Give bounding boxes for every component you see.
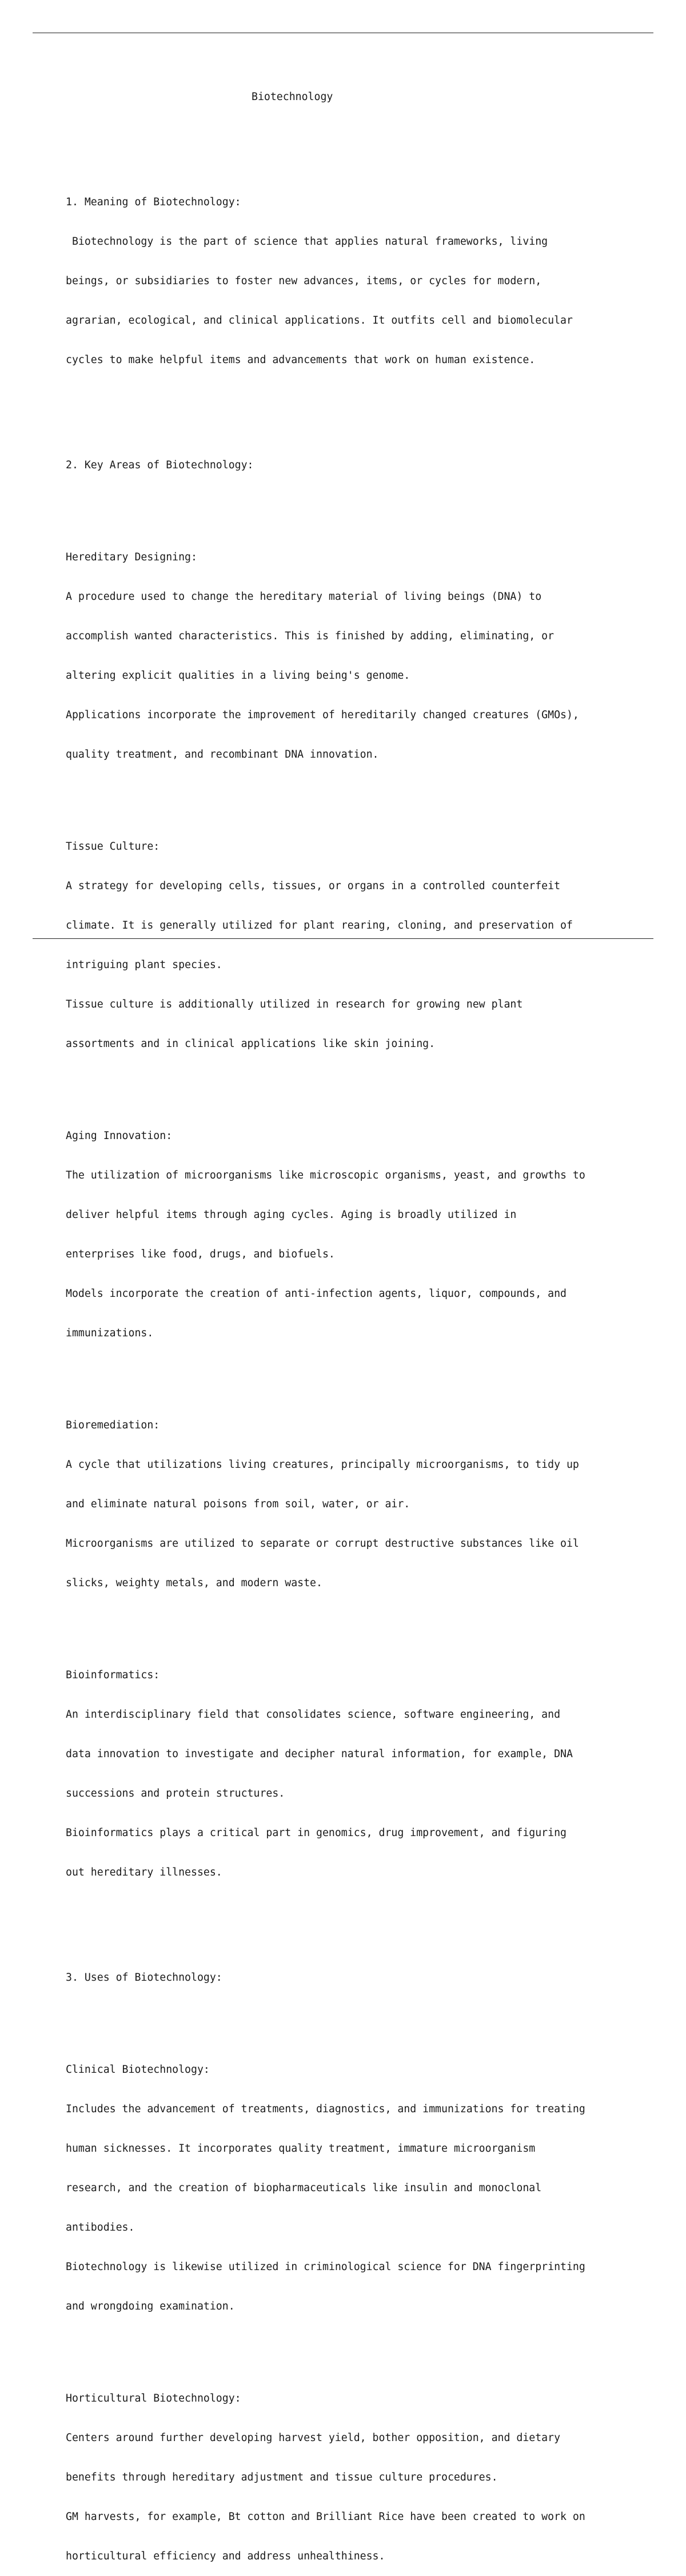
spacer — [66, 1905, 637, 1918]
text-line: cycles to make helpful items and advancements that work on human existence. — [66, 354, 536, 366]
text-line: research, and the creation of biopharmaceuticals like insulin and monoclonal — [66, 2182, 542, 2194]
text-line: Centers around further developing harvest yield, bother opposition, and dietary — [66, 2432, 561, 2444]
spacer — [66, 2339, 637, 2352]
text-line: out hereditary illnesses. — [66, 1866, 222, 1878]
subsection-heading: Hereditary Designing: — [66, 551, 197, 563]
section-heading: 1. Meaning of Biotechnology: — [66, 196, 241, 208]
text-line: assortments and in clinical applications like skin joining. — [66, 1038, 436, 1050]
spacer — [66, 498, 637, 511]
text-line: GM harvests, for example, Bt cotton and Brilliant Rice have been created to work on — [66, 2511, 585, 2523]
text-line: antibodies. — [66, 2221, 135, 2233]
spacer — [66, 393, 637, 406]
text-line: Models incorporate the creation of anti-infection agents, liquor, compounds, and — [66, 1288, 567, 1300]
subsection-heading: Horticultural Biotechnology: — [66, 2392, 241, 2404]
text-line: agrarian, ecological, and clinical applications. It outfits cell and biomolecular — [66, 314, 573, 327]
text-line: deliver helpful items through aging cycles. Aging is broadly utilized in — [66, 1209, 517, 1221]
document-title: Biotechnology — [252, 91, 333, 103]
text-line: benefits through hereditary adjustment and tissue culture procedures. — [66, 2471, 498, 2483]
text-line: human sicknesses. It incorporates quality treatment, immature microorganism — [66, 2143, 536, 2155]
text-line: A cycle that utilizations living creatures, principally microorganisms, to tidy up — [66, 1459, 579, 1471]
spacer — [66, 1366, 637, 1379]
text-line: A strategy for developing cells, tissues, or organs in a controlled counterfeit — [66, 880, 561, 892]
document-body — [66, 64, 637, 2576]
text-line: accomplish wanted characteristics. This is finished by adding, eliminating, or — [66, 630, 555, 642]
page-bottom-rule — [33, 938, 653, 939]
text-line: successions and protein structures. — [66, 1787, 285, 1799]
text-line: altering explicit qualities in a living being's genome. — [66, 670, 410, 682]
text-line: and eliminate natural poisons from soil, water, or air. — [66, 1498, 410, 1510]
spacer — [66, 1077, 637, 1090]
subsection-heading: Aging Innovation: — [66, 1130, 173, 1142]
text-line: Includes the advancement of treatments, diagnostics, and immunizations for treating — [66, 2103, 585, 2115]
text-line: quality treatment, and recombinant DNA innovation. — [66, 748, 379, 761]
text-line: and wrongdoing examination. — [66, 2300, 235, 2312]
spacer — [66, 787, 637, 801]
text-line: data innovation to investigate and decipher natural information, for example, DNA — [66, 1748, 573, 1760]
spacer — [66, 130, 637, 143]
text-line: climate. It is generally utilized for plant rearing, cloning, and preservation of — [66, 919, 573, 931]
text-line: Tissue culture is additionally utilized in research for growing new plant — [66, 998, 523, 1010]
text-line: The utilization of microorganisms like microscopic organisms, yeast, and growths to — [66, 1169, 585, 1181]
spacer — [66, 2010, 637, 2024]
text-line: Applications incorporate the improvement of hereditarily changed creatures (GMOs), — [66, 709, 579, 721]
text-line: Biotechnology is the part of science that applies natural frameworks, living — [66, 236, 548, 248]
text-line: intriguing plant species. — [66, 959, 222, 971]
text-line: Microorganisms are utilized to separate or corrupt destructive substances like oil — [66, 1538, 579, 1550]
text-line: beings, or subsidiaries to foster new advances, items, or cycles for modern, — [66, 275, 542, 287]
spacer — [66, 1616, 637, 1629]
section-heading: 3. Uses of Biotechnology: — [66, 1972, 222, 1984]
text-line: horticultural efficiency and address unhealthiness. — [66, 2550, 385, 2562]
subsection-heading: Clinical Biotechnology: — [66, 2064, 210, 2076]
subsection-heading: Tissue Culture: — [66, 841, 160, 853]
text-line: enterprises like food, drugs, and biofuels. — [66, 1248, 335, 1260]
subsection-heading: Bioremediation: — [66, 1419, 160, 1431]
text-line: An interdisciplinary field that consolidates science, software engineering, and — [66, 1709, 561, 1721]
text-line: immunizations. — [66, 1327, 154, 1339]
text-line: A procedure used to change the hereditary material of living beings (DNA) to — [66, 591, 542, 603]
section-heading: 2. Key Areas of Biotechnology: — [66, 459, 254, 471]
text-line: Biotechnology is likewise utilized in criminological science for DNA fingerprinting — [66, 2261, 585, 2273]
text-line: Bioinformatics plays a critical part in genomics, drug improvement, and figuring — [66, 1827, 567, 1839]
text-line: slicks, weighty metals, and modern waste. — [66, 1577, 322, 1589]
subsection-heading: Bioinformatics: — [66, 1669, 160, 1681]
